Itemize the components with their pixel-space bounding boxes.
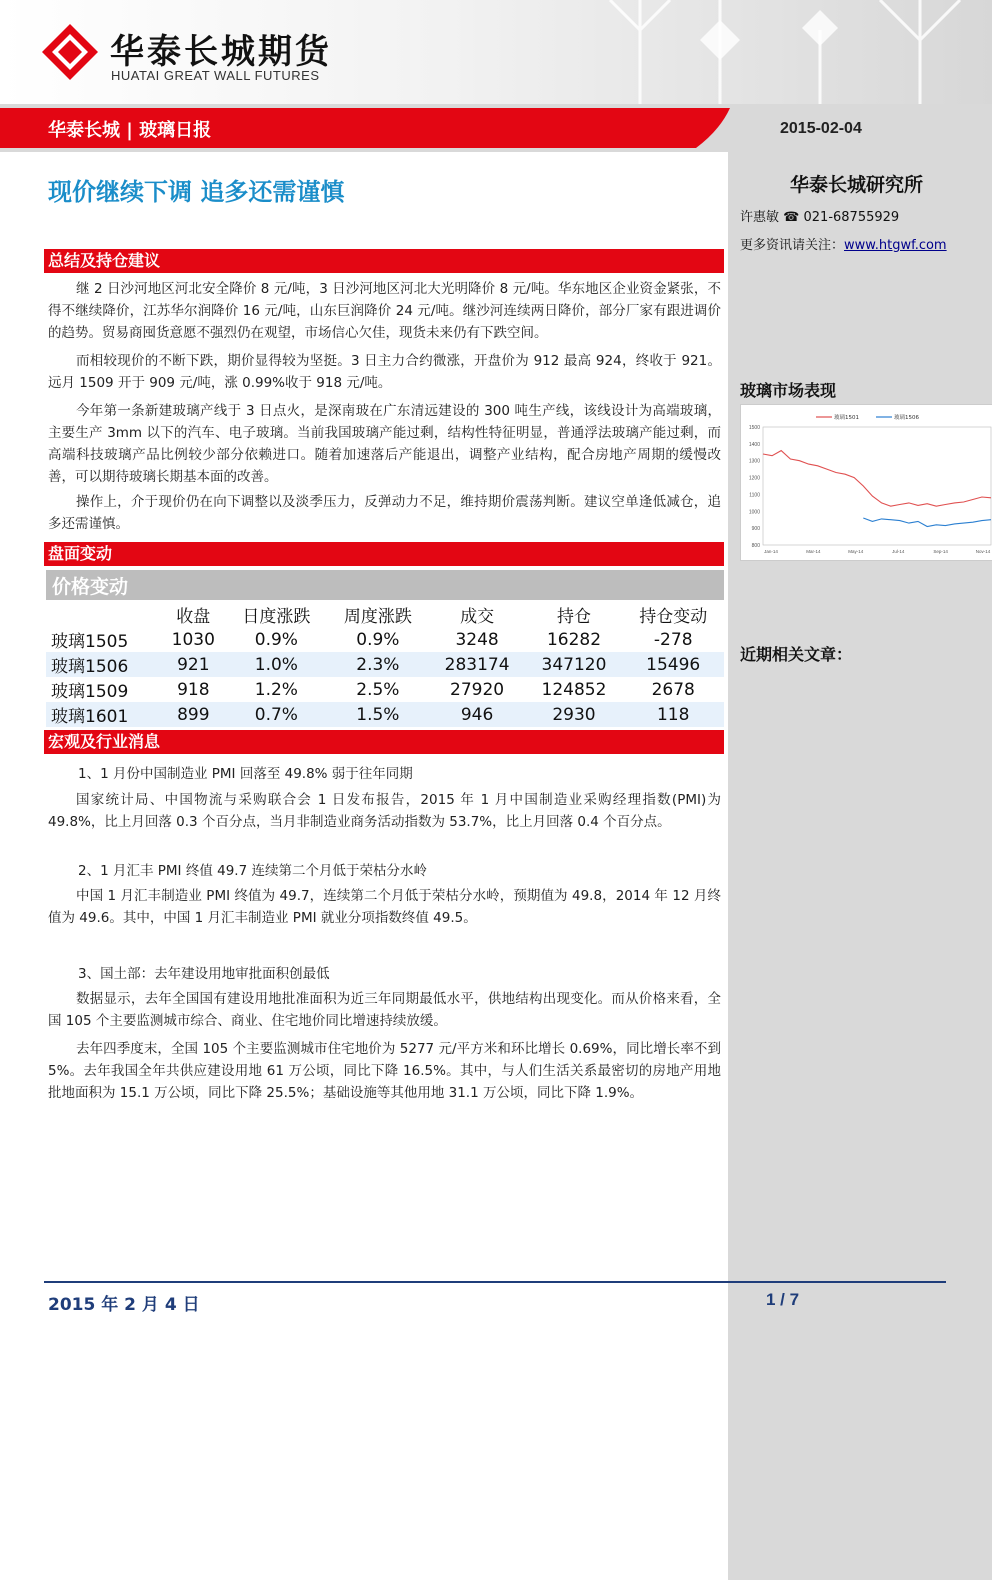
report-name: 华泰长城 | 玻璃日报 — [48, 120, 212, 141]
news-paragraph: 中国 1 月汇丰制造业 PMI 终值为 49.7，连续第二个月低于荣枯分水岭，预期值为 49.8，2014 年 12 月终值为 49.6。其中，中国 1 月汇丰制造业 PMI 就业分项指数终值 49.5。 — [48, 888, 721, 926]
table-header-row — [46, 602, 724, 627]
chart-plot-area — [763, 427, 991, 545]
chart-ytick-label: 1300 — [748, 458, 760, 465]
table-cell: 283174 — [429, 652, 526, 677]
chart-xtick-label: Jan-14 — [764, 549, 778, 554]
table-cell: 2930 — [526, 702, 623, 727]
chart-xtick-label: Nov-14 — [975, 549, 991, 554]
company-name-en: HUATAI GREAT WALL FUTURES — [111, 68, 320, 83]
news-paragraph: 数据显示，去年全国国有建设用地批准面积为近三年同期最低水平，供地结构出现变化。而从价格来看，全国 105 个主要监测城市综合、商业、住宅地价同比增速持续放缓。 — [48, 991, 721, 1029]
table-cell: 918 — [177, 679, 210, 700]
table-cell: -278 — [653, 629, 693, 650]
table-row — [46, 677, 724, 702]
news-paragraph: 去年四季度末，全国 105 个主要监测城市住宅地价为 5277 元/平方米和环比增长 0.69%，同比增长率不到 5%。去年我国全年共供应建设用地 61 万公顷，同比下降 16.5%。其中，与人们生活关系最密切的房地产用地批地面积为 15.1 万公顷，同比下降 25.5%；基础设施等其他用地 31.1 万公顷，同比下降 1.9%。 — [48, 1041, 721, 1101]
table-header-cell: 持仓变动 — [639, 607, 708, 627]
table-header-cell: 周度涨跌 — [343, 607, 412, 627]
chart-ytick-label: 900 — [751, 526, 760, 533]
table-cell: 921 — [161, 652, 226, 677]
chart-series-line — [863, 518, 991, 527]
news-headline: 2、1 月汇丰 PMI 终值 49.7 连续第二个月低于荣枯分水岭 — [78, 863, 427, 879]
table-cell: 118 — [622, 702, 724, 727]
table-header-cell: 收盘 — [176, 607, 211, 627]
table-cell: 2.3% — [327, 652, 429, 677]
footer-date: 2015 年 2 月 4 日 — [48, 1295, 200, 1315]
news-headline: 1、1 月份中国制造业 PMI 回落至 49.8% 弱于往年同期 — [78, 766, 413, 782]
section-summary: 总结及持仓建议 — [44, 249, 724, 273]
chart-ytick-label: 1200 — [748, 475, 760, 482]
price-table-title: 价格变动 — [46, 570, 724, 600]
table-cell: 899 — [161, 702, 226, 727]
chart-xtick-label: Sep-14 — [933, 549, 948, 554]
institute-name: 华泰长城研究所 — [790, 174, 924, 196]
table-cell: 124852 — [541, 679, 607, 700]
section-market: 盘面变动 — [44, 542, 724, 566]
chart-ytick-label: 1100 — [749, 492, 760, 499]
table-cell: 2678 — [651, 679, 695, 700]
table-cell: 玻璃1509 — [51, 682, 129, 702]
table-cell: 347120 — [526, 652, 623, 677]
company-name-cn: 华泰长城期货 — [110, 32, 332, 72]
chart-ytick-label: 1500 — [748, 425, 760, 431]
table-cell: 玻璃1601 — [46, 702, 161, 727]
page-number: 1 / 7 — [766, 1290, 800, 1309]
legend-label: 玻璃1506 — [894, 415, 919, 421]
table-cell: 27920 — [450, 679, 505, 700]
website-link[interactable]: www.htgwf.com — [844, 238, 947, 253]
table-cell: 946 — [429, 702, 526, 727]
table-cell: 1.5% — [327, 702, 429, 727]
chart-ytick-label: 800 — [751, 543, 760, 549]
table-cell: 1030 — [171, 629, 215, 650]
table-cell: 3248 — [455, 629, 499, 650]
summary-paragraph: 操作上，介于现价仍在向下调整以及淡季压力，反弹动力不足，维持期价震荡判断。建议空单逢低减仓，追多还需谨慎。 — [48, 494, 721, 532]
table-row — [46, 702, 724, 727]
table-cell: 16282 — [546, 629, 602, 650]
table-cell: 0.7% — [226, 702, 328, 727]
market-chart-title: 玻璃市场表现 — [740, 381, 837, 400]
chart-ytick-label: 1400 — [748, 441, 760, 448]
table-row — [46, 627, 724, 652]
chart-xtick-label: Mar-14 — [806, 549, 821, 554]
header-decoration-icon — [520, 0, 992, 104]
legend-label: 玻璃1501 — [834, 415, 859, 421]
analyst-name: 许惠敏 — [740, 210, 780, 225]
chart-ytick-label: 1000 — [748, 509, 760, 516]
price-table — [46, 602, 724, 727]
table-cell: 15496 — [622, 652, 724, 677]
more-info — [740, 234, 947, 253]
news-paragraph: 国家统计局、中国物流与采购联合会 1 日发布报告，2015 年 1 月中国制造业采购经理指数(PMI)为 49.8%，比上月回落 0.3 个百分点，当月非制造业商务活动指数为 53.7%，比上月回落 0.4 个百分点。 — [48, 792, 721, 830]
related-articles-title: 近期相关文章： — [740, 645, 853, 664]
table-row — [46, 652, 724, 677]
report-date: 2015-02-04 — [780, 120, 862, 137]
table-cell: 玻璃1505 — [51, 632, 129, 652]
table-header-cell: 持仓 — [556, 607, 591, 627]
news-headline: 3、国土部：去年建设用地审批面积创最低 — [78, 966, 330, 982]
analyst-contact — [740, 206, 899, 225]
chart-legend — [816, 413, 919, 421]
chart-xtick-label: May-14 — [848, 549, 864, 554]
main-title: 现价继续下调 追多还需谨慎 — [48, 178, 345, 206]
table-cell: 1.0% — [226, 652, 328, 677]
chart-series-line — [763, 451, 991, 507]
table-header-cell — [46, 602, 161, 627]
table-cell: 0.9% — [254, 629, 298, 650]
phone-icon: ☎ — [783, 210, 800, 225]
table-cell: 2.5% — [356, 679, 400, 700]
summary-paragraph: 今年第一条新建玻璃产线于 3 日点火，是深南玻在广东清远建设的 300 吨生产线，该线设计为高端玻璃，主要生产 3mm 以下的汽车、电子玻璃。当前我国玻璃产能过剩，结构性特征明显，普通浮法玻璃产能过剩，而高端科技玻璃产品比例较少部分依赖进口。随着加速落后产能退出，调整产业结构，配合房地产周期的缓慢改善，可以期待玻璃长期基本面的改善。 — [48, 403, 721, 485]
table-cell: 玻璃1506 — [46, 652, 161, 677]
more-label: 更多资讯请关注： — [740, 238, 845, 253]
table-header-cell: 成交 — [460, 607, 495, 627]
footer-divider — [44, 1281, 946, 1283]
table-header-cell: 日度涨跌 — [242, 607, 311, 627]
table-cell: 1.2% — [254, 679, 298, 700]
table-cell: 0.9% — [356, 629, 400, 650]
glass-market-chart — [740, 404, 992, 561]
company-logo-icon — [42, 24, 98, 80]
right-sidebar — [728, 152, 992, 1580]
section-macro: 宏观及行业消息 — [44, 730, 724, 754]
analyst-phone: 021-68755929 — [803, 210, 900, 225]
summary-paragraph: 继 2 日沙河地区河北安全降价 8 元/吨，3 日沙河地区河北大光明降价 8 元/吨。华东地区企业资金紧张，不得不继续降价，江苏华尔润降价 16 元/吨，山东巨润降价 24 元/吨。继沙河连续两日降价，部分厂家有跟进调价的趋势。贸易商囤货意愿不强烈仍在观望，市场信心欠佳，现货未来仍有下跌空间。 — [48, 281, 721, 341]
chart-xtick-label: Jul-14 — [892, 549, 905, 554]
summary-paragraph: 而相较现价的不断下跌，期价显得较为坚挺。3 日主力合约微涨，开盘价为 912 最高 924，终收于 921。远月 1509 开于 909 元/吨，涨 0.99%收于 918 元/吨。 — [48, 353, 721, 391]
